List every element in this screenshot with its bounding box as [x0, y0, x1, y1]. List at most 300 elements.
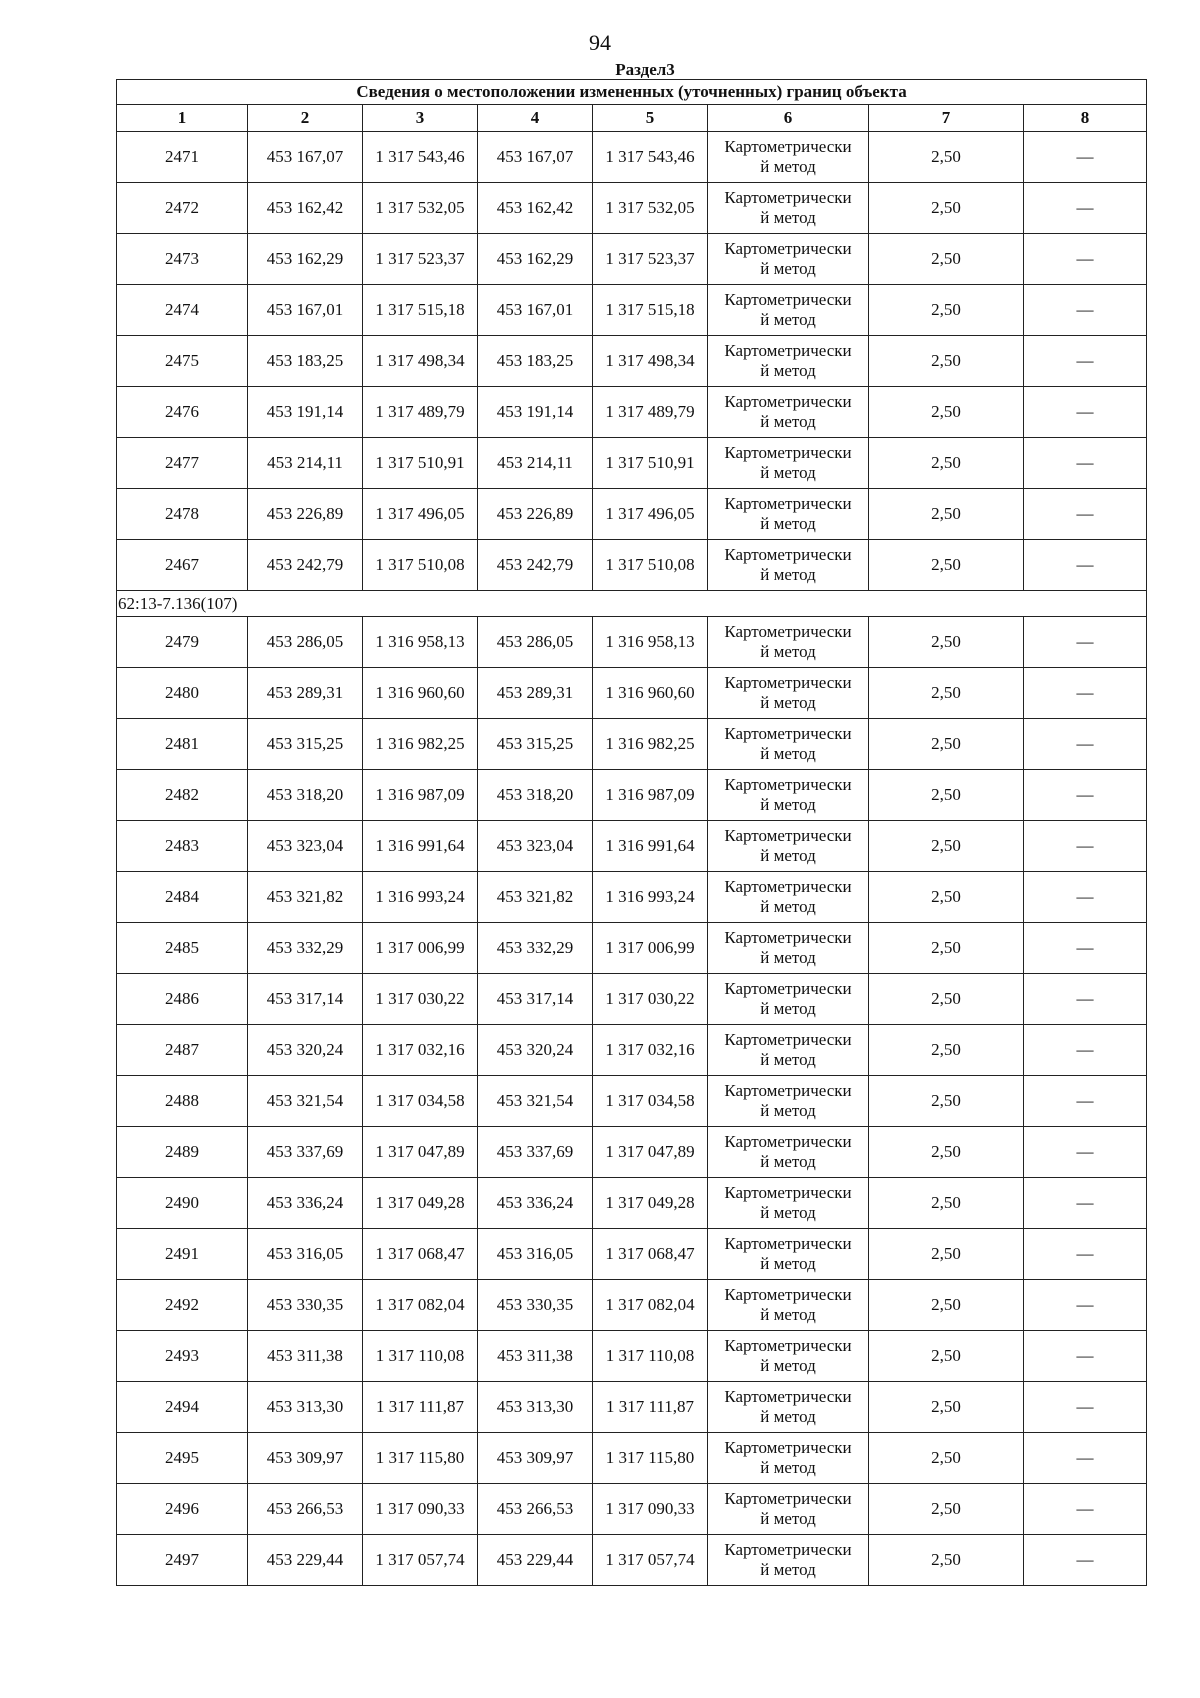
coordinate-x-refined: 453 162,29: [478, 234, 593, 285]
method-line1: Картометрически: [724, 443, 852, 462]
point-number: 2485: [117, 923, 248, 974]
table-row: [117, 132, 1147, 183]
determination-method: [708, 1127, 869, 1178]
coordinate-x-existing: 453 321,82: [248, 872, 363, 923]
coordinate-y-refined: 1 317 049,28: [593, 1178, 708, 1229]
point-number: 2491: [117, 1229, 248, 1280]
coordinate-x-existing: 453 289,31: [248, 668, 363, 719]
precision-value: 2,50: [869, 132, 1024, 183]
precision-value: 2,50: [869, 183, 1024, 234]
determination-method: [708, 1433, 869, 1484]
table-row: [117, 1025, 1147, 1076]
precision-value: 2,50: [869, 770, 1024, 821]
method-line1: Картометрически: [724, 928, 852, 947]
coordinate-y-refined: 1 317 489,79: [593, 387, 708, 438]
coordinate-y-existing: 1 317 115,80: [363, 1433, 478, 1484]
point-number: 2471: [117, 132, 248, 183]
determination-method: [708, 821, 869, 872]
coordinate-y-refined: 1 316 982,25: [593, 719, 708, 770]
coordinate-x-existing: 453 309,97: [248, 1433, 363, 1484]
method-line2: й метод: [760, 1407, 816, 1426]
point-number: 2478: [117, 489, 248, 540]
coordinate-y-existing: 1 317 006,99: [363, 923, 478, 974]
coordinate-x-refined: 453 321,82: [478, 872, 593, 923]
column-number: 6: [708, 105, 869, 132]
coordinate-x-refined: 453 336,24: [478, 1178, 593, 1229]
empty-dash: —: [1024, 974, 1147, 1025]
table-row: [117, 234, 1147, 285]
precision-value: 2,50: [869, 1484, 1024, 1535]
coordinate-x-refined: 453 323,04: [478, 821, 593, 872]
point-number: 2473: [117, 234, 248, 285]
precision-value: 2,50: [869, 336, 1024, 387]
coordinate-x-existing: 453 191,14: [248, 387, 363, 438]
empty-dash: —: [1024, 1178, 1147, 1229]
coordinate-y-existing: 1 317 489,79: [363, 387, 478, 438]
column-number: 2: [248, 105, 363, 132]
method-line1: Картометрически: [724, 239, 852, 258]
point-number: 2482: [117, 770, 248, 821]
coordinate-y-refined: 1 317 034,58: [593, 1076, 708, 1127]
coordinate-x-refined: 453 167,07: [478, 132, 593, 183]
precision-value: 2,50: [869, 974, 1024, 1025]
coordinate-y-refined: 1 317 068,47: [593, 1229, 708, 1280]
coordinate-y-existing: 1 317 110,08: [363, 1331, 478, 1382]
determination-method: [708, 1229, 869, 1280]
precision-value: 2,50: [869, 1535, 1024, 1586]
coordinate-y-refined: 1 316 991,64: [593, 821, 708, 872]
point-number: 2481: [117, 719, 248, 770]
coordinate-y-refined: 1 317 532,05: [593, 183, 708, 234]
coordinate-y-existing: 1 317 515,18: [363, 285, 478, 336]
coordinate-y-refined: 1 316 987,09: [593, 770, 708, 821]
method-line1: Картометрически: [724, 1336, 852, 1355]
method-line1: Картометрически: [724, 1285, 852, 1304]
point-number: 2472: [117, 183, 248, 234]
coordinate-y-existing: 1 316 958,13: [363, 617, 478, 668]
determination-method: [708, 132, 869, 183]
coordinate-x-existing: 453 320,24: [248, 1025, 363, 1076]
empty-dash: —: [1024, 821, 1147, 872]
coordinate-x-refined: 453 315,25: [478, 719, 593, 770]
coordinate-y-existing: 1 317 030,22: [363, 974, 478, 1025]
coordinate-y-existing: 1 317 532,05: [363, 183, 478, 234]
precision-value: 2,50: [869, 387, 1024, 438]
coordinate-y-existing: 1 317 090,33: [363, 1484, 478, 1535]
determination-method: [708, 387, 869, 438]
coordinate-y-existing: 1 316 991,64: [363, 821, 478, 872]
method-line1: Картометрически: [724, 1438, 852, 1457]
point-number: 2479: [117, 617, 248, 668]
method-line2: й метод: [760, 412, 816, 431]
coordinate-y-refined: 1 317 543,46: [593, 132, 708, 183]
determination-method: [708, 770, 869, 821]
determination-method: [708, 1535, 869, 1586]
method-line1: Картометрически: [724, 290, 852, 309]
coordinate-y-refined: 1 317 111,87: [593, 1382, 708, 1433]
coordinate-y-refined: 1 317 498,34: [593, 336, 708, 387]
method-line1: Картометрически: [724, 775, 852, 794]
method-line1: Картометрически: [724, 673, 852, 692]
empty-dash: —: [1024, 1535, 1147, 1586]
point-number: 2476: [117, 387, 248, 438]
point-number: 2492: [117, 1280, 248, 1331]
coordinate-x-refined: 453 191,14: [478, 387, 593, 438]
coordinate-y-existing: 1 317 082,04: [363, 1280, 478, 1331]
determination-method: [708, 336, 869, 387]
table-row: [117, 1280, 1147, 1331]
method-line1: Картометрически: [724, 1489, 852, 1508]
method-line1: Картометрически: [724, 1030, 852, 1049]
precision-value: 2,50: [869, 1382, 1024, 1433]
determination-method: [708, 923, 869, 974]
point-number: 2489: [117, 1127, 248, 1178]
point-number: 2486: [117, 974, 248, 1025]
table-row: [117, 1127, 1147, 1178]
coordinate-y-existing: 1 317 034,58: [363, 1076, 478, 1127]
coordinate-x-existing: 453 214,11: [248, 438, 363, 489]
coordinate-y-existing: 1 317 496,05: [363, 489, 478, 540]
method-line1: Картометрически: [724, 1183, 852, 1202]
coordinate-x-refined: 453 309,97: [478, 1433, 593, 1484]
coordinate-x-existing: 453 315,25: [248, 719, 363, 770]
coordinate-x-refined: 453 316,05: [478, 1229, 593, 1280]
method-line2: й метод: [760, 846, 816, 865]
coordinate-x-refined: 453 226,89: [478, 489, 593, 540]
table-body: [117, 132, 1147, 1586]
table-row: [117, 387, 1147, 438]
method-line2: й метод: [760, 948, 816, 967]
coordinate-y-existing: 1 316 987,09: [363, 770, 478, 821]
table-row: [117, 1433, 1147, 1484]
table-row: [117, 1178, 1147, 1229]
coordinate-y-existing: 1 317 510,91: [363, 438, 478, 489]
table-row: [117, 974, 1147, 1025]
precision-value: 2,50: [869, 668, 1024, 719]
precision-value: 2,50: [869, 617, 1024, 668]
coordinate-x-existing: 453 316,05: [248, 1229, 363, 1280]
column-number: 7: [869, 105, 1024, 132]
method-line2: й метод: [760, 1152, 816, 1171]
precision-value: 2,50: [869, 821, 1024, 872]
table-row: [117, 821, 1147, 872]
coordinate-x-refined: 453 320,24: [478, 1025, 593, 1076]
precision-value: 2,50: [869, 719, 1024, 770]
coordinate-x-existing: 453 332,29: [248, 923, 363, 974]
empty-dash: —: [1024, 872, 1147, 923]
table-row: [117, 719, 1147, 770]
coordinate-y-existing: 1 316 993,24: [363, 872, 478, 923]
empty-dash: —: [1024, 1229, 1147, 1280]
table-row: [117, 540, 1147, 591]
point-number: 2490: [117, 1178, 248, 1229]
empty-dash: —: [1024, 770, 1147, 821]
determination-method: [708, 872, 869, 923]
method-line1: Картометрически: [724, 341, 852, 360]
method-line1: Картометрически: [724, 1081, 852, 1100]
table-row: [117, 1229, 1147, 1280]
coordinate-x-refined: 453 183,25: [478, 336, 593, 387]
precision-value: 2,50: [869, 1127, 1024, 1178]
coordinate-y-existing: 1 317 047,89: [363, 1127, 478, 1178]
point-number: 2483: [117, 821, 248, 872]
method-line2: й метод: [760, 999, 816, 1018]
coordinate-y-refined: 1 317 515,18: [593, 285, 708, 336]
determination-method: [708, 719, 869, 770]
method-line2: й метод: [760, 1356, 816, 1375]
coordinate-x-refined: 453 286,05: [478, 617, 593, 668]
coordinate-y-existing: 1 317 068,47: [363, 1229, 478, 1280]
method-line1: Картометрически: [724, 392, 852, 411]
coordinate-x-existing: 453 323,04: [248, 821, 363, 872]
determination-method: [708, 489, 869, 540]
empty-dash: —: [1024, 1433, 1147, 1484]
coordinate-y-refined: 1 317 082,04: [593, 1280, 708, 1331]
point-number: 2494: [117, 1382, 248, 1433]
coordinate-x-refined: 453 318,20: [478, 770, 593, 821]
determination-method: [708, 285, 869, 336]
empty-dash: —: [1024, 183, 1147, 234]
coordinate-y-existing: 1 317 543,46: [363, 132, 478, 183]
determination-method: [708, 183, 869, 234]
coordinate-y-refined: 1 317 090,33: [593, 1484, 708, 1535]
method-line2: й метод: [760, 1203, 816, 1222]
precision-value: 2,50: [869, 1178, 1024, 1229]
empty-dash: —: [1024, 489, 1147, 540]
determination-method: [708, 617, 869, 668]
empty-dash: —: [1024, 1076, 1147, 1127]
precision-value: 2,50: [869, 1229, 1024, 1280]
empty-dash: —: [1024, 1127, 1147, 1178]
method-line1: Картометрически: [724, 622, 852, 641]
determination-method: [708, 1076, 869, 1127]
method-line2: й метод: [760, 157, 816, 176]
coordinate-x-existing: 453 266,53: [248, 1484, 363, 1535]
determination-method: [708, 668, 869, 719]
empty-dash: —: [1024, 1025, 1147, 1076]
coordinate-x-refined: 453 330,35: [478, 1280, 593, 1331]
table-row: [117, 1484, 1147, 1535]
method-line1: Картометрически: [724, 826, 852, 845]
coordinate-y-refined: 1 317 057,74: [593, 1535, 708, 1586]
precision-value: 2,50: [869, 489, 1024, 540]
coordinate-x-existing: 453 167,07: [248, 132, 363, 183]
column-number: 3: [363, 105, 478, 132]
method-line2: й метод: [760, 795, 816, 814]
coordinate-x-existing: 453 330,35: [248, 1280, 363, 1331]
coordinate-x-existing: 453 162,42: [248, 183, 363, 234]
method-line1: Картометрически: [724, 188, 852, 207]
precision-value: 2,50: [869, 540, 1024, 591]
determination-method: [708, 1178, 869, 1229]
empty-dash: —: [1024, 387, 1147, 438]
determination-method: [708, 234, 869, 285]
method-line2: й метод: [760, 565, 816, 584]
method-line1: Картометрически: [724, 1132, 852, 1151]
determination-method: [708, 540, 869, 591]
method-line2: й метод: [760, 1101, 816, 1120]
coordinate-x-refined: 453 242,79: [478, 540, 593, 591]
boundary-coordinates-table: [116, 79, 1147, 1586]
method-line2: й метод: [760, 208, 816, 227]
coordinate-x-refined: 453 332,29: [478, 923, 593, 974]
coordinate-y-existing: 1 316 982,25: [363, 719, 478, 770]
empty-dash: —: [1024, 336, 1147, 387]
method-line2: й метод: [760, 897, 816, 916]
empty-dash: —: [1024, 540, 1147, 591]
coordinate-y-refined: 1 317 510,08: [593, 540, 708, 591]
column-number-row: [117, 105, 1147, 132]
coordinate-y-refined: 1 317 115,80: [593, 1433, 708, 1484]
empty-dash: —: [1024, 285, 1147, 336]
method-line2: й метод: [760, 1458, 816, 1477]
precision-value: 2,50: [869, 1433, 1024, 1484]
method-line2: й метод: [760, 1305, 816, 1324]
coordinate-y-refined: 1 317 496,05: [593, 489, 708, 540]
coordinate-x-refined: 453 214,11: [478, 438, 593, 489]
empty-dash: —: [1024, 668, 1147, 719]
coordinate-x-existing: 453 311,38: [248, 1331, 363, 1382]
precision-value: 2,50: [869, 1025, 1024, 1076]
coordinate-y-refined: 1 317 030,22: [593, 974, 708, 1025]
method-line2: й метод: [760, 463, 816, 482]
table-row: [117, 1382, 1147, 1433]
point-number: 2467: [117, 540, 248, 591]
coordinate-x-refined: 453 167,01: [478, 285, 593, 336]
determination-method: [708, 974, 869, 1025]
point-number: 2474: [117, 285, 248, 336]
method-line2: й метод: [760, 514, 816, 533]
determination-method: [708, 1484, 869, 1535]
page-number: 94: [589, 30, 611, 55]
coordinate-x-refined: 453 162,42: [478, 183, 593, 234]
empty-dash: —: [1024, 1280, 1147, 1331]
precision-value: 2,50: [869, 285, 1024, 336]
coordinate-x-existing: 453 336,24: [248, 1178, 363, 1229]
coordinate-y-refined: 1 317 523,37: [593, 234, 708, 285]
method-line1: Картометрически: [724, 724, 852, 743]
cadastral-group-label: 62:13-7.136(107): [117, 591, 1147, 617]
table-row: [117, 617, 1147, 668]
table-row: [117, 1535, 1147, 1586]
determination-method: [708, 438, 869, 489]
method-line1: Картометрически: [724, 979, 852, 998]
section-title: Раздел3: [615, 60, 675, 79]
coordinate-y-refined: 1 316 993,24: [593, 872, 708, 923]
method-line1: Картометрически: [724, 1540, 852, 1559]
table-row: [117, 336, 1147, 387]
coordinate-x-refined: 453 313,30: [478, 1382, 593, 1433]
coordinate-y-existing: 1 316 960,60: [363, 668, 478, 719]
coordinate-x-existing: 453 317,14: [248, 974, 363, 1025]
method-line1: Картометрически: [724, 1234, 852, 1253]
coordinate-y-existing: 1 317 049,28: [363, 1178, 478, 1229]
coordinate-y-existing: 1 317 498,34: [363, 336, 478, 387]
column-number: 1: [117, 105, 248, 132]
method-line2: й метод: [760, 693, 816, 712]
point-number: 2487: [117, 1025, 248, 1076]
coordinate-y-refined: 1 316 958,13: [593, 617, 708, 668]
table-row: [117, 183, 1147, 234]
coordinate-x-existing: 453 318,20: [248, 770, 363, 821]
coordinate-x-refined: 453 317,14: [478, 974, 593, 1025]
coordinate-x-existing: 453 162,29: [248, 234, 363, 285]
method-line2: й метод: [760, 310, 816, 329]
empty-dash: —: [1024, 923, 1147, 974]
method-line2: й метод: [760, 259, 816, 278]
coordinate-x-existing: 453 242,79: [248, 540, 363, 591]
determination-method: [708, 1025, 869, 1076]
coordinate-y-refined: 1 317 006,99: [593, 923, 708, 974]
table-row: [117, 923, 1147, 974]
method-line2: й метод: [760, 744, 816, 763]
coordinate-x-refined: 453 311,38: [478, 1331, 593, 1382]
table-row: [117, 438, 1147, 489]
coordinate-x-refined: 453 321,54: [478, 1076, 593, 1127]
coordinate-y-refined: 1 317 032,16: [593, 1025, 708, 1076]
determination-method: [708, 1331, 869, 1382]
coordinate-x-existing: 453 337,69: [248, 1127, 363, 1178]
method-line2: й метод: [760, 1254, 816, 1273]
empty-dash: —: [1024, 1331, 1147, 1382]
coordinate-x-refined: 453 289,31: [478, 668, 593, 719]
table-row: [117, 1331, 1147, 1382]
table-caption: Сведения о местоположении измененных (уточненных) границ объекта: [117, 80, 1147, 105]
method-line1: Картометрически: [724, 545, 852, 564]
point-number: 2496: [117, 1484, 248, 1535]
coordinate-y-existing: 1 317 111,87: [363, 1382, 478, 1433]
point-number: 2477: [117, 438, 248, 489]
coordinate-x-existing: 453 167,01: [248, 285, 363, 336]
coordinate-x-existing: 453 286,05: [248, 617, 363, 668]
method-line2: й метод: [760, 1509, 816, 1528]
coordinate-y-existing: 1 317 032,16: [363, 1025, 478, 1076]
point-number: 2493: [117, 1331, 248, 1382]
point-number: 2488: [117, 1076, 248, 1127]
table-row: [117, 872, 1147, 923]
precision-value: 2,50: [869, 923, 1024, 974]
precision-value: 2,50: [869, 1280, 1024, 1331]
coordinate-x-refined: 453 337,69: [478, 1127, 593, 1178]
method-line2: й метод: [760, 361, 816, 380]
precision-value: 2,50: [869, 1076, 1024, 1127]
determination-method: [708, 1280, 869, 1331]
empty-dash: —: [1024, 719, 1147, 770]
empty-dash: —: [1024, 234, 1147, 285]
coordinate-y-refined: 1 317 110,08: [593, 1331, 708, 1382]
table-row: [117, 770, 1147, 821]
point-number: 2497: [117, 1535, 248, 1586]
precision-value: 2,50: [869, 438, 1024, 489]
column-number: 4: [478, 105, 593, 132]
determination-method: [708, 1382, 869, 1433]
empty-dash: —: [1024, 1382, 1147, 1433]
table-row: [117, 1076, 1147, 1127]
method-line2: й метод: [760, 1560, 816, 1579]
coordinate-y-existing: 1 317 057,74: [363, 1535, 478, 1586]
coordinate-y-existing: 1 317 510,08: [363, 540, 478, 591]
method-line1: Картометрически: [724, 494, 852, 513]
method-line2: й метод: [760, 642, 816, 661]
coordinate-x-existing: 453 313,30: [248, 1382, 363, 1433]
method-line1: Картометрически: [724, 877, 852, 896]
method-line2: й метод: [760, 1050, 816, 1069]
point-number: 2475: [117, 336, 248, 387]
coordinate-x-existing: 453 229,44: [248, 1535, 363, 1586]
empty-dash: —: [1024, 438, 1147, 489]
method-line1: Картометрически: [724, 1387, 852, 1406]
coordinate-x-existing: 453 226,89: [248, 489, 363, 540]
